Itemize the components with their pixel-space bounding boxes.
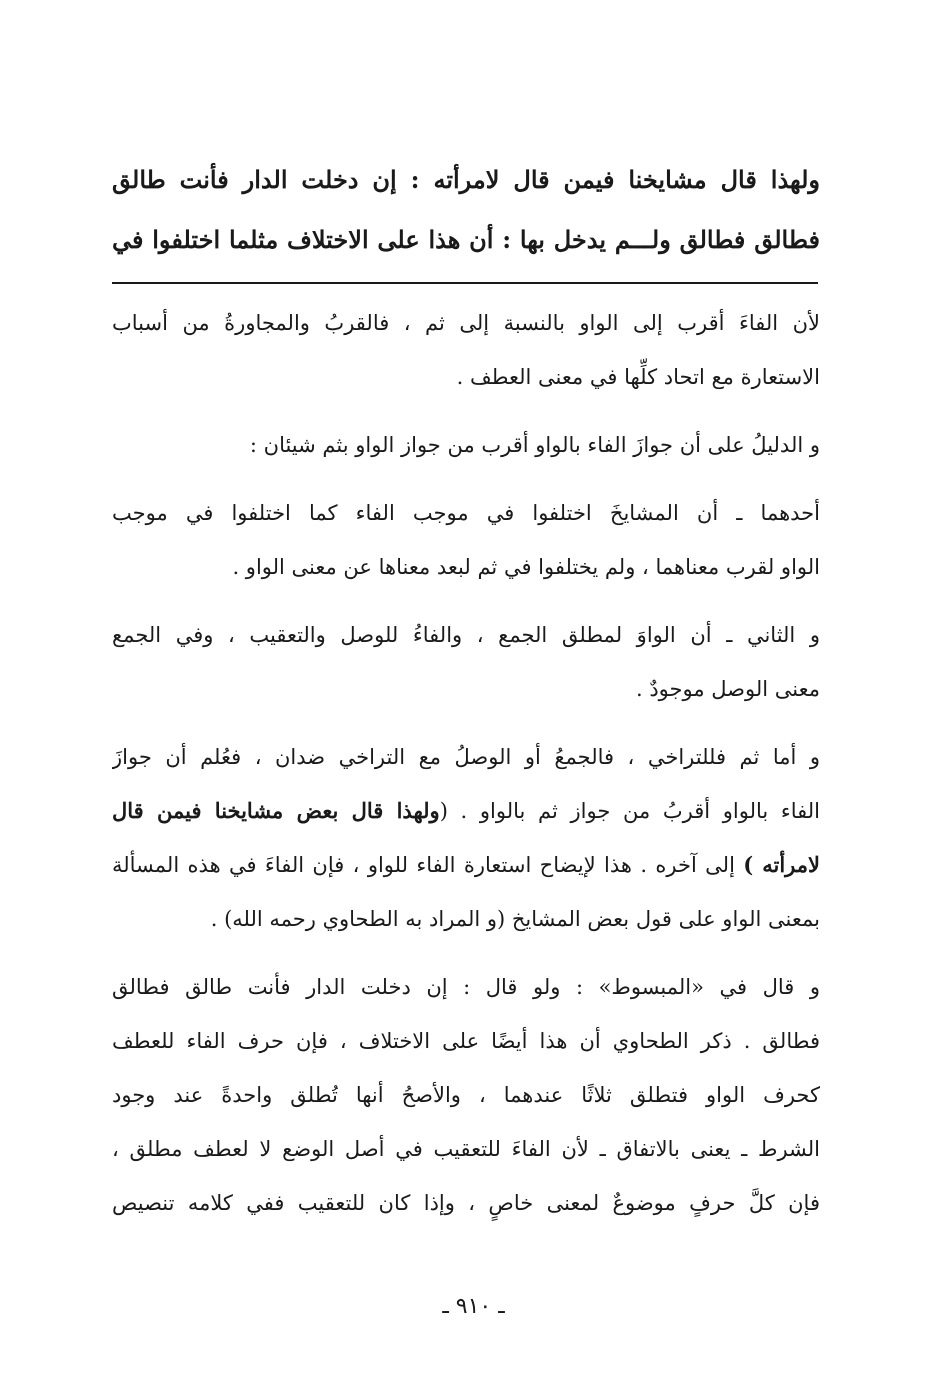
text-line: و أما ثم فللتراخي ، فالجمعُ أو الوصلُ مع التراخي ضدان ، فعُلم أن جوازَ bbox=[112, 745, 820, 769]
text-line-mixed bbox=[112, 784, 820, 838]
commentary-paragraph bbox=[112, 486, 820, 594]
text-line: فطالق . ذكر الطحاوي أن هذا أيضًا على الاختلاف ، فإن حرف الفاء للعطف bbox=[112, 1029, 820, 1053]
text-line-mixed bbox=[112, 838, 820, 892]
text-line: و قال في «المبسوط» : ولو قال : إن دخلت الدار فأنت طالق فطالق bbox=[112, 975, 820, 999]
main-text-line: ولهذا قال مشايخنا فيمن قال لامرأته : إن دخلت الدار فأنت طالق bbox=[112, 165, 820, 194]
commentary-paragraph bbox=[112, 418, 820, 472]
text-line: الاستعارة مع اتحاد كلِّها في معنى العطف . bbox=[456, 365, 820, 389]
text-line: أحدهما ـ أن المشايخَ اختلفوا في موجب الفاء كما اختلفوا في موجب bbox=[112, 501, 820, 525]
page-number: ـ ٩١٠ ـ bbox=[442, 1294, 505, 1319]
text-line: و الدليلُ على أن جوازَ الفاء بالواو أقرب من جواز الواو بثم شيئان : bbox=[249, 433, 820, 457]
text-line: بمعنى الواو على قول بعض المشايخ (و المراد به الطحاوي رحمه الله) . bbox=[210, 907, 820, 931]
separator-rule bbox=[112, 282, 818, 284]
commentary-paragraph bbox=[112, 296, 820, 404]
main-text-block bbox=[112, 150, 820, 270]
text-line: الواو لقرب معناهما ، ولم يختلفوا في ثم لبعد معناها عن معنى الواو . bbox=[232, 555, 820, 579]
plain-text-run: الفاء بالواو أقربُ من جواز ثم بالواو . ( bbox=[439, 799, 820, 823]
text-line: كحرف الواو فتطلق ثلاثًا عندهما ، والأصحُ أنها تُطلق واحدةً عند وجود bbox=[112, 1083, 820, 1107]
quoted-bold-text: لامرأته ) bbox=[743, 852, 820, 877]
plain-text-run: إلى آخره . هذا لإيضاح استعارة الفاء للواو ، فإن الفاءَ في هذه المسألة bbox=[112, 853, 744, 877]
commentary-block bbox=[112, 296, 820, 1244]
text-line: معنى الوصل موجودٌ . bbox=[635, 677, 820, 701]
quoted-bold-text: ولهذا قال بعض مشايخنا فيمن قال bbox=[112, 798, 440, 823]
text-line: و الثاني ـ أن الواوَ لمطلق الجمع ، والفاءُ للوصل والتعقيب ، وفي الجمع bbox=[112, 623, 820, 647]
text-line: فإن كلَّ حرفٍ موضوعٌ لمعنى خاصٍ ، وإذا كان للتعقيب ففي كلامه تنصيص bbox=[112, 1191, 820, 1215]
main-text-line: فطالق فطالق ولـــم يدخل بها : أن هذا على الاختلاف مثلما اختلفوا في bbox=[112, 225, 820, 254]
commentary-paragraph bbox=[112, 960, 820, 1230]
commentary-paragraph bbox=[112, 608, 820, 716]
commentary-paragraph bbox=[112, 730, 820, 946]
text-line: الشرط ـ يعنى بالاتفاق ـ لأن الفاءَ للتعقيب في أصل الوضع لا لعطف مطلق ، bbox=[112, 1137, 820, 1161]
text-line: لأن الفاءَ أقرب إلى الواو بالنسبة إلى ثم ، فالقربُ والمجاورةُ من أسباب bbox=[112, 311, 820, 335]
